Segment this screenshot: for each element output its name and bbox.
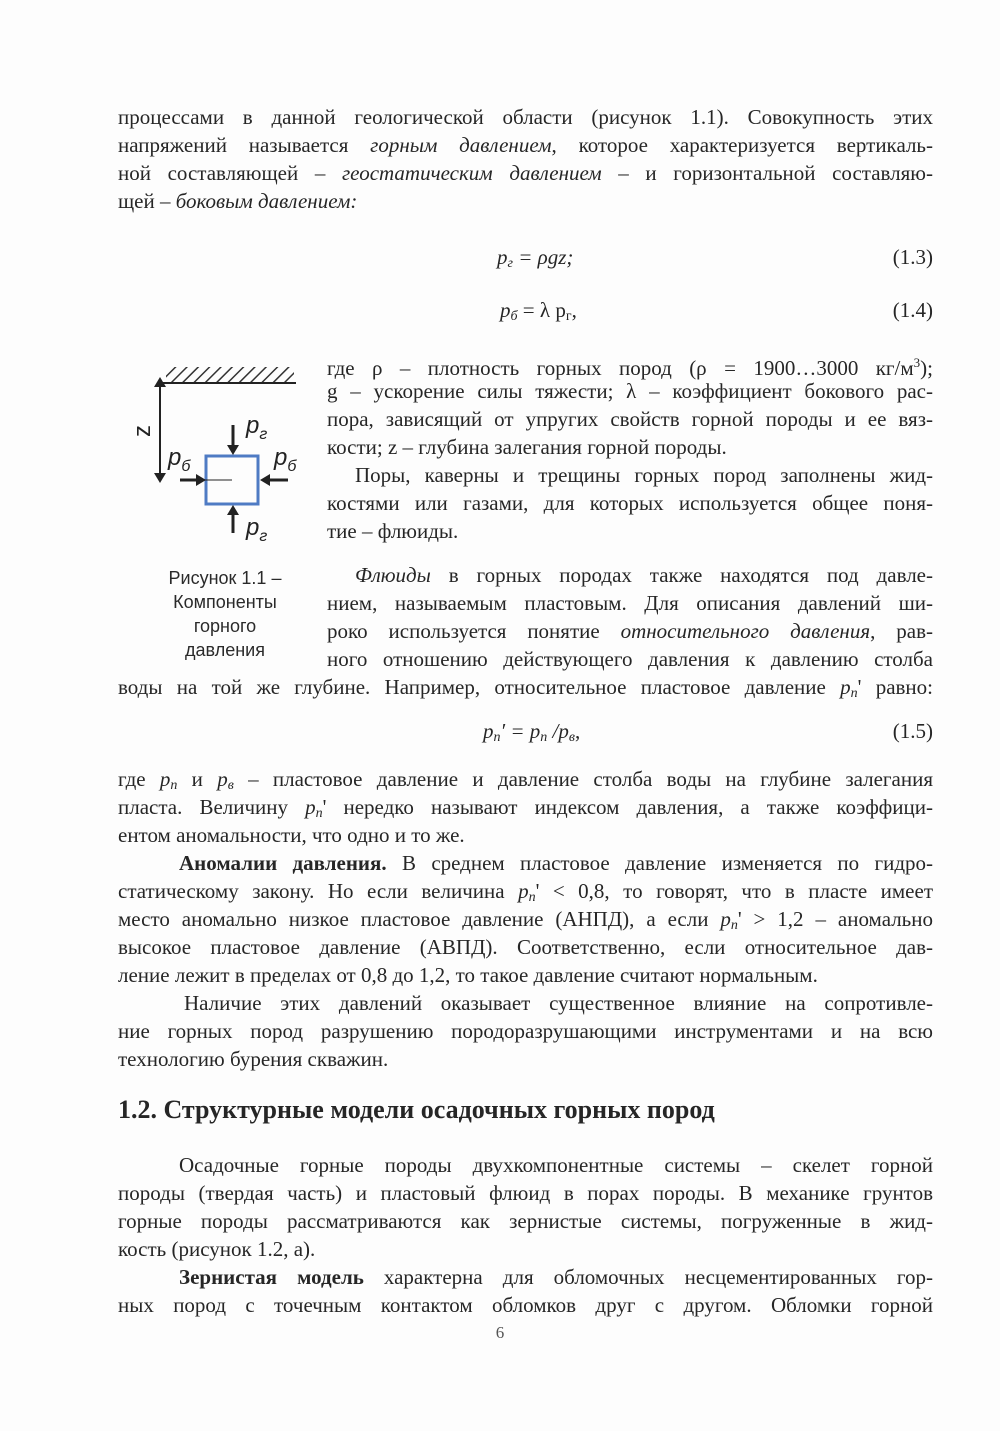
text-line: ных пород с точечным контактом обломков друг с другом. Обломки горной — [118, 1293, 933, 1317]
text-line: где $p_п$ и $p_в$ – пластовое давление и давление столба воды на глубине залегания — [118, 767, 933, 793]
depth-arrow-head-bottom — [154, 473, 166, 483]
text-line: нием, называемым пластовым. Для описания давлений ши- — [327, 591, 933, 615]
ground-hatch — [166, 367, 294, 383]
text-line: технологию бурения скважин. — [118, 1047, 389, 1071]
text-line: костями или газами, для которых используется общее поня- — [327, 491, 933, 515]
text-line: ного отношению действующего давления к давлению столба — [327, 647, 933, 671]
text-line: тие – флюиды. — [327, 519, 459, 543]
text-line: Осадочные горные породы двухкомпонентные системы – скелет горной — [179, 1153, 933, 1177]
text-line: щей – боковым давлением: — [118, 189, 358, 213]
equation-number: (1.4) — [892, 298, 933, 322]
text-line: пласта. Величину $p_п'$ нередко называют индексом давления, а также коэффици- — [118, 795, 933, 821]
figure-caption: Рисунок 1.1 – Компоненты горного давления — [168, 568, 282, 660]
formula-1-5: $p_п' = p_п$ $/p_в$, — [483, 719, 581, 745]
arrow-top-head — [227, 445, 239, 455]
text-line: кости; z – глубина залегания горной породы. — [327, 435, 727, 459]
text-line: роко используется понятие относительного давления, рав- — [327, 619, 933, 643]
text-line: ентом аномальности, что одно и то же. — [118, 823, 465, 847]
formula-1-3: $p_г = \rho gz$; — [497, 245, 574, 271]
text-line: высокое пластовое давление (АВПД). Соответственно, если относительное дав- — [118, 935, 933, 959]
text-line: воды на той же глубине. Например, относительное пластовое давление $p_п'$ равно: — [118, 675, 934, 701]
label-pb-right: $p_б$ — [274, 444, 297, 475]
text-line: горные породы рассматриваются как зернистые системы, погруженные в жид- — [118, 1209, 933, 1233]
text-line: Аномалии давления. В среднем пластовое давление изменяется по гидро- — [179, 851, 933, 875]
text-line: породы (твердая часть) и пластовый флюид в порах породы. В механике грунтов — [118, 1181, 933, 1205]
equation-number: (1.3) — [892, 245, 933, 269]
text-line: процессами в данной геологической области (рисунок 1.1). Совокупность этих — [118, 105, 933, 129]
arrow-right-head — [260, 474, 270, 486]
text-line: ление лежит в пределах от 0,8 до 1,2, то такое давление считают нормальным. — [118, 963, 818, 987]
section-heading: 1.2. Структурные модели осадочных горных пород — [118, 1095, 715, 1124]
text-line: место аномально низкое пластовое давление (АНПД), а если $p_п' > 1,2$ – аномально — [118, 907, 933, 933]
figure-rock-pressure — [130, 355, 310, 560]
text-line: Поры, каверны и трещины горных пород заполнены жид- — [355, 463, 933, 487]
label-pg-bottom: $p_г$ — [246, 514, 268, 545]
text-line: ние горных пород разрушению породоразрушающими инструментами и на всю — [118, 1019, 933, 1043]
text-line: где ρ – плотность горных пород (ρ = 1900…3000 $кг/м^3$); — [327, 355, 933, 380]
text-line: напряжений называется горным давлением, которое характеризуется вертикаль- — [118, 133, 934, 157]
text-line: Флюиды в горных породах также находятся под давле- — [355, 563, 933, 587]
text-line: g – ускорение силы тяжести; λ – коэффициент бокового рас- — [327, 379, 933, 403]
text-line: статическому закону. Но если величина $p_п' < 0,8$, то говорят, что в пласте имеет — [118, 879, 934, 905]
text-line: Наличие этих давлений оказывает существенное влияние на сопротивле- — [184, 991, 933, 1015]
page-number: 6 — [495, 1323, 505, 1342]
formula-1-4: $p_б = \lambda$ $p_г$, — [500, 298, 577, 324]
label-pg-top: $p_г$ — [246, 412, 268, 443]
rock-pressure-diagram — [130, 355, 310, 555]
equation-number: (1.5) — [892, 719, 933, 743]
label-pb-left: $p_б$ — [168, 444, 191, 475]
text-line: ной составляющей – геостатическим давлением – и горизонтальной составляю- — [118, 161, 933, 185]
depth-label: z — [130, 425, 156, 437]
arrow-bottom-head — [227, 505, 239, 515]
text-line: пора, зависящий от упругих свойств горной породы и ее вяз- — [327, 407, 933, 431]
text-line: кость (рисунок 1.2, а). — [118, 1237, 316, 1261]
text-line: Зернистая модель характерна для обломочных несцементированных гор- — [179, 1265, 933, 1289]
